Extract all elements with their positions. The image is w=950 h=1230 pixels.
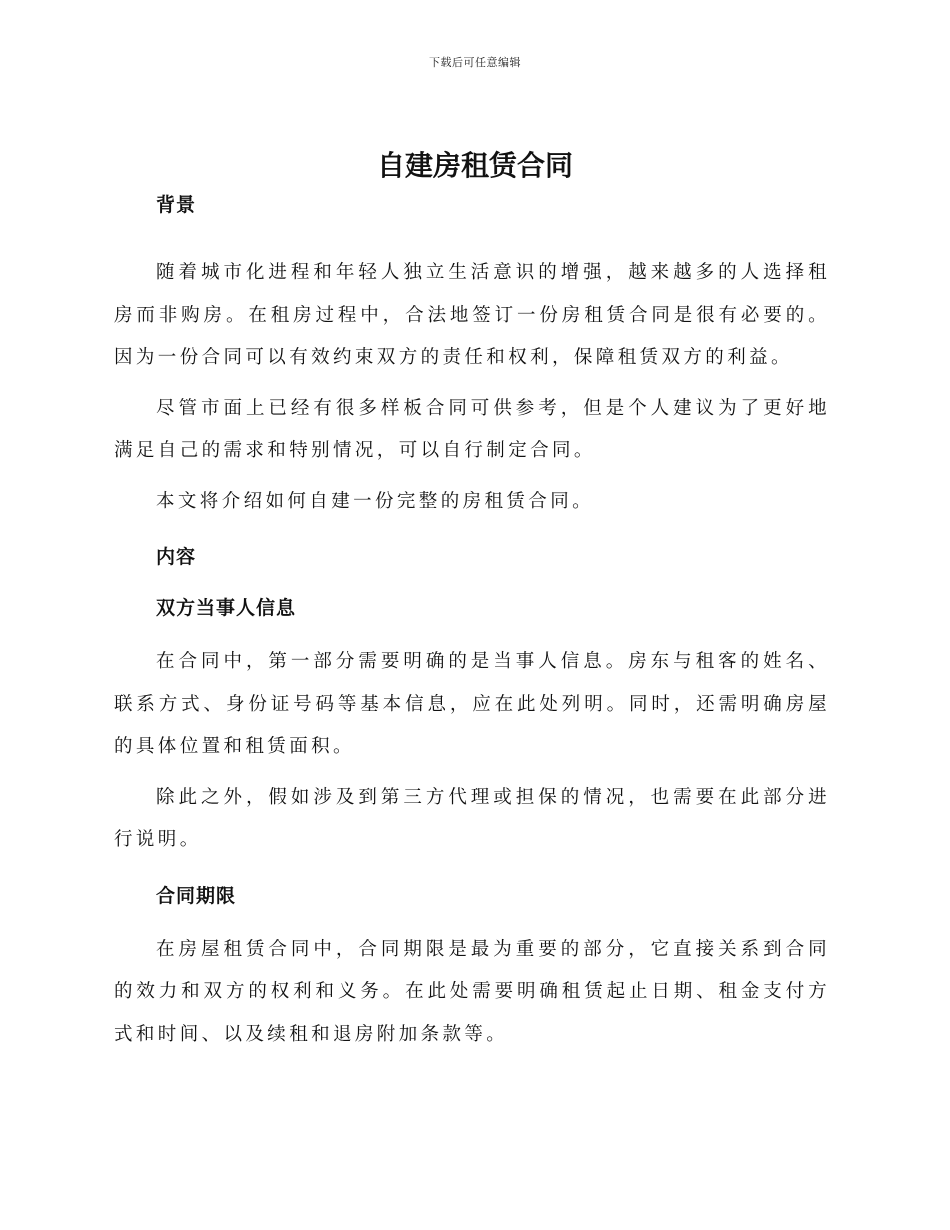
section-heading-background: 背景: [156, 194, 197, 216]
paragraph-background-2: 尽管市面上已经有很多样板合同可供参考，但是个人建议为了更好地满足自己的需求和特别情况，可以自行制定合同。: [114, 397, 830, 461]
section-heading-term: 合同期限: [156, 884, 237, 907]
document-body: [114, 188, 830, 1056]
section-heading-parties: 双方当事人信息: [156, 597, 297, 619]
paragraph-term-1: 在房屋租赁合同中，合同期限是最为重要的部分，它直接关系到合同的效力和双方的权利和义务。在此处需要明确租赁起止日期、租金支付方式和时间、以及续租和退房附加条款等。: [114, 938, 830, 1045]
paragraph-background-1: 随着城市化进程和年轻人独立生活意识的增强，越来越多的人选择租房而非购房。在租房过程中，合法地签订一份房租赁合同是很有必要的。因为一份合同可以有效约束双方的责任和权利，保障租赁双方的利益。: [114, 262, 830, 368]
document-title: 自建房租赁合同: [376, 149, 573, 182]
header-note: 下载后可任意编辑: [429, 56, 521, 69]
paragraph-background-3: 本文将介绍如何自建一份完整的房租赁合同。: [156, 490, 595, 512]
section-heading-content: 内容: [156, 546, 197, 568]
paragraph-parties-1: 在合同中，第一部分需要明确的是当事人信息。房东与租客的姓名、联系方式、身份证号码等基本信息，应在此处列明。同时，还需明确房屋的具体位置和租赁面积。: [114, 651, 830, 757]
paragraph-parties-2: 除此之外，假如涉及到第三方代理或担保的情况，也需要在此部分进行说明。: [114, 786, 830, 850]
